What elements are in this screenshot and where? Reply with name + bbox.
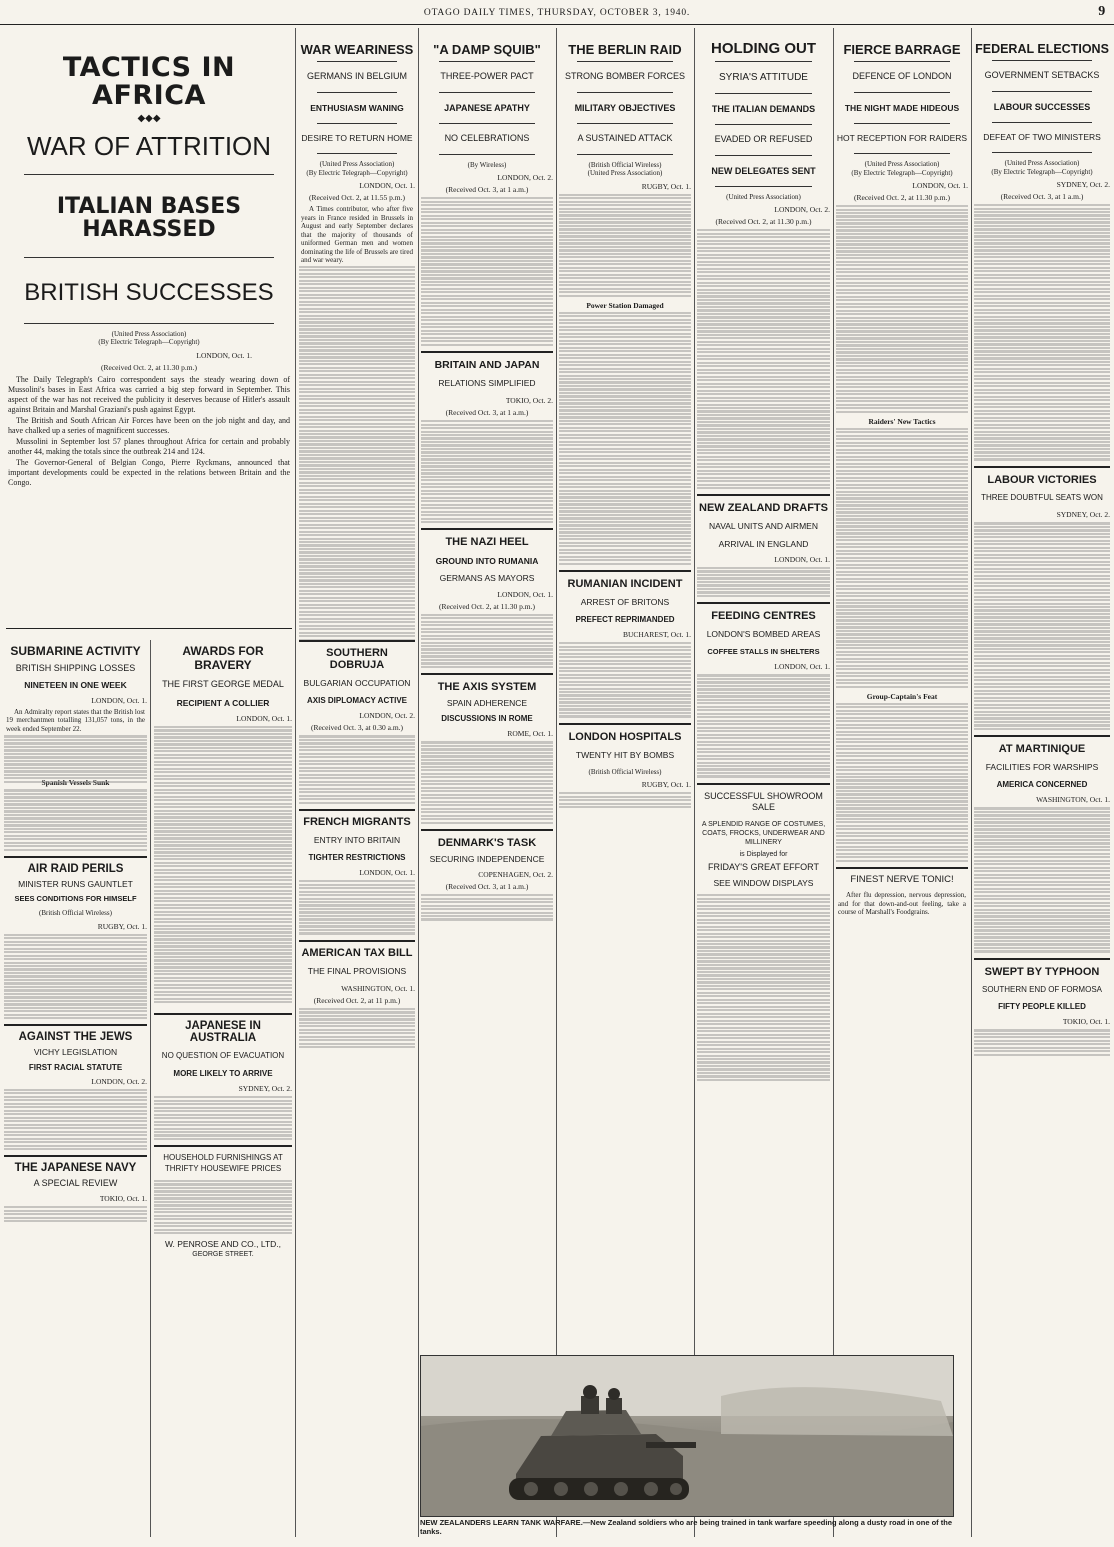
byline-agency: (United Press Association) xyxy=(111,329,187,338)
dateline: SYDNEY, Oct. 2. xyxy=(1056,180,1110,190)
warweariness-deck-1: GERMANS IN BELGIUM xyxy=(306,71,407,81)
text-lines xyxy=(974,807,1110,952)
axis-headline: THE AXIS SYSTEM xyxy=(437,681,537,694)
byline-copyright: (By Electric Telegraph—Copyright) xyxy=(98,338,200,347)
japan-aus-deck-1: NO QUESTION OF EVACUATION xyxy=(161,1051,285,1061)
labour-deck-1: THREE DOUBTFUL SEATS WON xyxy=(981,492,1103,502)
column-rule xyxy=(971,28,972,1537)
text-lines xyxy=(697,229,830,489)
britjapan-deck-1: RELATIONS SIMPLIFIED xyxy=(438,377,536,388)
labour-headline: LABOUR VICTORIES xyxy=(987,473,1097,486)
warweariness-deck-2: ENTHUSIASM WANING xyxy=(310,102,404,113)
ad-line: is Displayed for xyxy=(739,851,788,859)
subhead: Spanish Vessels Sunk xyxy=(41,778,110,788)
byline: (United Press Association) xyxy=(726,192,801,201)
text-lines xyxy=(154,726,292,1003)
received-time: (Received Oct. 2, at 11.30 p.m.) xyxy=(439,601,535,611)
dateline: LONDON, Oct. 1. xyxy=(91,695,147,705)
nzdrafts-deck-2: ARRIVAL IN ENGLAND xyxy=(718,538,809,549)
ad-line: SEE WINDOW DISPLAYS xyxy=(713,877,814,888)
elections-deck-3: DEFEAT OF TWO MINISTERS xyxy=(983,131,1101,142)
bravery-deck-2: RECIPIENT A COLLIER xyxy=(176,697,270,708)
dampsquib-deck-1: THREE-POWER PACT xyxy=(440,71,534,81)
text-lines xyxy=(559,194,691,297)
dateline: LONDON, Oct. 2. xyxy=(91,1076,147,1086)
dateline: TOKIO, Oct. 1. xyxy=(99,1194,147,1204)
text-lines xyxy=(154,1096,292,1140)
airraid-deck-2: SEES CONDITIONS FOR HIMSELF xyxy=(14,894,137,904)
dobruja-headline: SOUTHERN DOBRUJA xyxy=(326,647,388,671)
text-lines xyxy=(299,266,415,640)
migrants-deck-1: ENTRY INTO BRITAIN xyxy=(313,834,401,845)
airraid-headline: AIR RAID PERILS xyxy=(27,862,124,875)
dateline: RUGBY, Oct. 1. xyxy=(641,181,691,191)
dateline: LONDON, Oct. 2. xyxy=(359,711,415,721)
column-rule xyxy=(556,28,557,1537)
dateline: BUCHAREST, Oct. 1. xyxy=(623,630,691,640)
received-time: (Received Oct. 3, at 1 a.m.) xyxy=(1000,192,1084,202)
typhoon-deck-1: SOUTHERN END OF FORMOSA xyxy=(981,984,1102,994)
paragraph: The British and South African Air Forces have been on the job night and day, and have chalked up a series of magnificent successes. xyxy=(8,415,290,435)
lead-article xyxy=(6,28,292,640)
text-lines xyxy=(421,614,553,668)
text-lines xyxy=(697,567,830,597)
text-lines xyxy=(421,420,553,523)
byline xyxy=(299,160,415,177)
elections-deck-2: LABOUR SUCCESSES xyxy=(993,101,1091,112)
navy-headline: THE JAPANESE NAVY xyxy=(14,1162,137,1175)
received-time: (Received Oct. 3, at 0.30 a.m.) xyxy=(310,723,404,733)
subhead: Power Station Damaged xyxy=(586,300,664,310)
martinique-deck-2: AMERICA CONCERNED xyxy=(996,780,1088,790)
text-lines xyxy=(974,1029,1110,1056)
nzdrafts-headline: NEW ZEALAND DRAFTS xyxy=(699,502,828,515)
text-lines xyxy=(836,703,968,862)
text-lines xyxy=(559,642,691,717)
text-lines xyxy=(4,789,147,850)
text-lines xyxy=(421,894,553,921)
dateline: WASHINGTON, Oct. 1. xyxy=(341,983,415,993)
tank-photo xyxy=(420,1355,954,1517)
submarine-deck-2: NINETEEN IN ONE WEEK xyxy=(24,679,127,690)
typhoon-deck-2: FIFTY PEOPLE KILLED xyxy=(998,1002,1086,1012)
submarine-body xyxy=(4,708,147,734)
text-lines xyxy=(421,741,553,823)
section-rule xyxy=(6,628,292,629)
text-lines xyxy=(836,428,968,688)
lead-body xyxy=(6,375,292,488)
dampsquib-headline: "A DAMP SQUIB" xyxy=(433,42,541,57)
dateline: LONDON, Oct. 1. xyxy=(912,181,968,191)
ornament: ◆◆◆ xyxy=(137,112,161,124)
ad-title: FINEST NERVE TONIC! xyxy=(850,873,954,885)
taxbill-headline: AMERICAN TAX BILL xyxy=(301,946,413,959)
text-lines xyxy=(974,522,1110,730)
dobruja-deck-2: AXIS DIPLOMACY ACTIVE xyxy=(306,696,407,706)
byline-agency: (United Press Association) xyxy=(1004,159,1080,168)
byline xyxy=(6,330,292,347)
text-lines xyxy=(559,312,691,565)
dateline: LONDON, Oct. 1. xyxy=(359,181,415,191)
typhoon-headline: SWEPT BY TYPHOON xyxy=(984,965,1100,978)
text-lines xyxy=(154,1180,292,1234)
dateline: LONDON, Oct. 1. xyxy=(236,713,292,723)
dateline: SYDNEY, Oct. 2. xyxy=(1056,510,1110,520)
berlinraid-deck-1: STRONG BOMBER FORCES xyxy=(564,71,685,81)
ad-signature: W. PENROSE AND CO., LTD., xyxy=(164,1239,282,1250)
text-lines xyxy=(4,735,147,738)
col-7 xyxy=(974,28,1110,1538)
britjapan-headline: BRITAIN AND JAPAN xyxy=(434,358,540,371)
taxbill-deck-1: THE FINAL PROVISIONS xyxy=(307,965,407,976)
barrage-deck-1: DEFENCE OF LONDON xyxy=(852,71,952,81)
warweariness-deck-3: DESIRE TO RETURN HOME xyxy=(301,132,413,143)
text-lines xyxy=(299,735,415,803)
paragraph: The Governor-General of Belgian Congo, Pierre Ryckmans, announced that important developments could be expected in the relations between Britain and the Congo. xyxy=(8,457,290,487)
dateline: COPENHAGEN, Oct. 2. xyxy=(478,870,553,880)
byline-copyright: (United Press Association) xyxy=(587,169,663,178)
col-2 xyxy=(299,28,415,640)
naziheel-deck-1: GROUND INTO RUMANIA xyxy=(435,556,539,567)
byline-copyright: (By Electric Telegraph—Copyright) xyxy=(991,167,1093,176)
byline-copyright: (By Electric Telegraph—Copyright) xyxy=(306,168,408,177)
text-lines xyxy=(697,894,830,1081)
byline-copyright: (By Electric Telegraph—Copyright) xyxy=(851,168,953,177)
col-4 xyxy=(559,28,691,1348)
rumanian-deck-1: ARREST OF BRITONS xyxy=(580,596,670,607)
airraid-deck-1: MINISTER RUNS GAUNTLET xyxy=(18,878,133,889)
ad-title: HOUSEHOLD FURNISHINGS AT THRIFTY HOUSEWIFE PRICES xyxy=(163,1153,283,1173)
rumanian-deck-2: PREFECT REPRIMANDED xyxy=(575,615,675,625)
holdingout-headline: HOLDING OUT xyxy=(711,40,816,57)
denmark-headline: DENMARK'S TASK xyxy=(437,836,537,849)
text-lines xyxy=(836,205,968,413)
japan-aus-deck-2: MORE LIKELY TO ARRIVE xyxy=(173,1069,273,1079)
japan-aus-headline: JAPANESE IN AUSTRALIA xyxy=(185,1020,261,1045)
column-rule xyxy=(295,28,296,1537)
denmark-deck-1: SECURING INDEPENDENCE xyxy=(429,853,545,864)
holdingout-deck-4: NEW DELEGATES SENT xyxy=(711,165,816,176)
subhead: Group-Captain's Feat xyxy=(866,691,938,701)
text-lines xyxy=(299,1008,415,1049)
byline-agency: (British Official Wireless) xyxy=(588,160,662,169)
column-rule xyxy=(694,28,695,1537)
jews-deck-2: FIRST RACIAL STATUTE xyxy=(28,1062,123,1072)
text-lines xyxy=(299,880,415,934)
dobruja-deck-1: BULGARIAN OCCUPATION xyxy=(303,678,411,688)
elections-headline: FEDERAL ELECTIONS xyxy=(975,42,1109,56)
paragraph: An Admiralty report states that the British lost 19 merchantmen totalling 131,057 tons, in the week ended September 22. xyxy=(6,707,145,733)
barrage-deck-3: HOT RECEPTION FOR RAIDERS xyxy=(836,132,968,143)
text-lines xyxy=(4,1206,147,1222)
byline: (By Wireless) xyxy=(467,160,507,169)
feeding-deck-2: COFFEE STALLS IN SHELTERS xyxy=(707,647,820,657)
dateline: LONDON, Oct. 1. xyxy=(196,350,252,360)
text-lines xyxy=(559,792,691,808)
ad-body xyxy=(836,891,968,917)
byline: (British Official Wireless) xyxy=(588,767,662,776)
jews-headline: AGAINST THE JEWS xyxy=(18,1031,133,1044)
col-1b xyxy=(154,640,292,1540)
byline xyxy=(974,159,1110,176)
dateline: LONDON, Oct. 1. xyxy=(359,868,415,878)
byline-agency: (United Press Association) xyxy=(864,160,940,169)
received-time: (Received Oct. 2, at 11.30 p.m.) xyxy=(854,193,950,203)
received-time: (Received Oct. 2, at 11 p.m.) xyxy=(313,995,401,1005)
photo-caption: NEW ZEALANDERS LEARN TANK WARFARE.—New Zealand soldiers who are being trained in tank warfare speeding along a dusty road in one of the tanks. xyxy=(420,1518,953,1536)
submarine-headline: SUBMARINE ACTIVITY xyxy=(10,644,141,658)
text-lines xyxy=(4,934,147,1020)
bravery-deck-1: THE FIRST GEORGE MEDAL xyxy=(162,679,284,689)
lead-headline: TACTICS IN AFRICA xyxy=(62,52,236,112)
paragraph: A Times contributor, who after five years in France resided in Brussels in August and early September declares that the majority of thousands of uniformed German men and women dominating the life of Brussels are tired and war weary. xyxy=(301,205,413,265)
received-time: (Received Oct. 3, at 1 a.m.) xyxy=(445,185,529,195)
dateline: LONDON, Oct. 1. xyxy=(774,555,830,564)
elections-deck-1: GOVERNMENT SETBACKS xyxy=(984,70,1100,80)
dampsquib-deck-2: JAPANESE APATHY xyxy=(444,102,530,113)
ad-title: SUCCESSFUL SHOWROOM SALE xyxy=(704,790,823,813)
byline: (British Official Wireless) xyxy=(39,909,112,918)
navy-deck-1: A SPECIAL REVIEW xyxy=(33,1178,118,1189)
ad-address: GEORGE STREET. xyxy=(192,1250,254,1258)
dateline: LONDON, Oct. 1. xyxy=(774,662,830,672)
warweariness-headline: WAR WEARINESS xyxy=(300,42,414,57)
nzdrafts-deck-1: NAVAL UNITS AND AIRMEN xyxy=(709,521,818,532)
hospitals-deck-1: TWENTY HIT BY BOMBS xyxy=(575,749,675,760)
migrants-deck-2: TIGHTER RESTRICTIONS xyxy=(308,853,406,863)
barrage-deck-2: THE NIGHT MADE HIDEOUS xyxy=(844,102,960,113)
rumanian-headline: RUMANIAN INCIDENT xyxy=(567,577,683,590)
dateline: RUGBY, Oct. 1. xyxy=(641,780,691,790)
col-1a xyxy=(4,640,147,1540)
ad-line: A SPLENDID RANGE OF COSTUMES, COATS, FROCKS, UNDERWEAR AND MILLINERY xyxy=(701,821,826,847)
barrage-headline: FIERCE BARRAGE xyxy=(843,42,961,57)
masthead xyxy=(0,0,1114,25)
col-3 xyxy=(421,28,553,1348)
col-5 xyxy=(697,28,830,1348)
byline-agency: (United Press Association) xyxy=(319,160,395,169)
dateline: WASHINGTON, Oct. 1. xyxy=(1036,795,1110,805)
berlinraid-deck-2: MILITARY OBJECTIVES xyxy=(574,102,676,113)
column-rule xyxy=(833,28,834,1537)
lead-deck-2: ITALIAN BASES HARASSED xyxy=(56,194,242,243)
berlinraid-headline: THE BERLIN RAID xyxy=(568,42,682,57)
byline xyxy=(836,160,968,177)
dateline: ROME, Oct. 1. xyxy=(507,729,553,739)
warweariness-body xyxy=(299,205,415,265)
received-time: (Received Oct. 2, at 11.30 p.m.) xyxy=(101,362,197,372)
lead-deck-1: WAR OF ATTRITION xyxy=(26,130,272,161)
masthead-title: OTAGO DAILY TIMES, THURSDAY, OCTOBER 3, 1940. xyxy=(423,8,691,18)
dateline: TOKIO, Oct. 2. xyxy=(505,396,553,406)
naziheel-deck-2: GERMANS AS MAYORS xyxy=(439,573,535,584)
paragraph: The Daily Telegraph's Cairo correspondent says the steady wearing down of Mussolini's bases in East Africa was carried a big step forward in September. This aspect of the war has not received the publicity it deserves because of Hitler's assault against Britain and Marshal Graziani's push against Egypt. xyxy=(8,374,290,414)
dateline: LONDON, Oct. 1. xyxy=(497,589,553,599)
axis-deck-2: DISCUSSIONS IN ROME xyxy=(441,714,533,724)
text-lines xyxy=(697,674,830,777)
dateline: LONDON, Oct. 2. xyxy=(774,205,830,215)
hospitals-headline: LONDON HOSPITALS xyxy=(568,730,682,743)
bravery-headline: AWARDS FOR BRAVERY xyxy=(182,644,264,672)
paragraph: Mussolini in September lost 57 planes throughout Africa for certain and probably another 44, making the totals since the outbreak 214 and 124. xyxy=(8,436,290,456)
berlinraid-deck-3: A SUSTAINED ATTACK xyxy=(577,132,673,143)
col-2-lower xyxy=(299,640,415,1340)
martinique-headline: AT MARTINIQUE xyxy=(998,743,1086,756)
received-time: (Received Oct. 3, at 1 a.m.) xyxy=(445,882,529,892)
tank-illustration xyxy=(421,1356,953,1516)
jews-deck-1: VICHY LEGISLATION xyxy=(33,1047,118,1058)
dateline: RUGBY, Oct. 1. xyxy=(97,921,147,931)
holdingout-deck-3: EVADED OR REFUSED xyxy=(714,134,813,144)
text-lines xyxy=(421,197,553,346)
martinique-deck-1: FACILITIES FOR WARSHIPS xyxy=(985,762,1099,773)
feeding-deck-1: LONDON'S BOMBED AREAS xyxy=(706,629,821,640)
naziheel-headline: THE NAZI HEEL xyxy=(445,536,529,549)
ad-line: FRIDAY'S GREAT EFFORT xyxy=(707,861,820,872)
text-lines xyxy=(4,1089,147,1150)
byline xyxy=(559,161,691,178)
dateline: TOKIO, Oct. 1. xyxy=(1062,1017,1110,1027)
dateline: LONDON, Oct. 2. xyxy=(497,173,553,183)
holdingout-deck-2: THE ITALIAN DEMANDS xyxy=(711,104,816,114)
text-lines xyxy=(974,204,1110,461)
column-rule xyxy=(418,28,419,1537)
submarine-deck-1: BRITISH SHIPPING LOSSES xyxy=(15,663,136,673)
received-time: (Received Oct. 2, at 11.30 p.m.) xyxy=(715,217,812,227)
page-number: 9 xyxy=(1098,4,1106,19)
lead-deck-3: BRITISH SUCCESSES xyxy=(24,279,274,307)
axis-deck-1: SPAIN ADHERENCE xyxy=(446,698,528,709)
holdingout-deck-1: SYRIA'S ATTITUDE xyxy=(719,72,808,83)
feeding-headline: FEEDING CENTRES xyxy=(711,610,816,623)
subhead: Raiders' New Tactics xyxy=(868,416,936,426)
migrants-headline: FRENCH MIGRANTS xyxy=(303,815,411,828)
dateline: SYDNEY, Oct. 2. xyxy=(238,1084,292,1094)
col-6 xyxy=(836,28,968,1528)
received-time: (Received Oct. 2, at 11.55 p.m.) xyxy=(309,193,405,203)
received-time: (Received Oct. 3, at 1 a.m.) xyxy=(445,408,529,418)
dampsquib-deck-3: NO CELEBRATIONS xyxy=(444,132,530,143)
paragraph: After flu depression, nervous depression, and for that down-and-out feeling, take a course of Marshall's Foodgrains. xyxy=(838,891,966,917)
column-rule xyxy=(150,640,151,1537)
